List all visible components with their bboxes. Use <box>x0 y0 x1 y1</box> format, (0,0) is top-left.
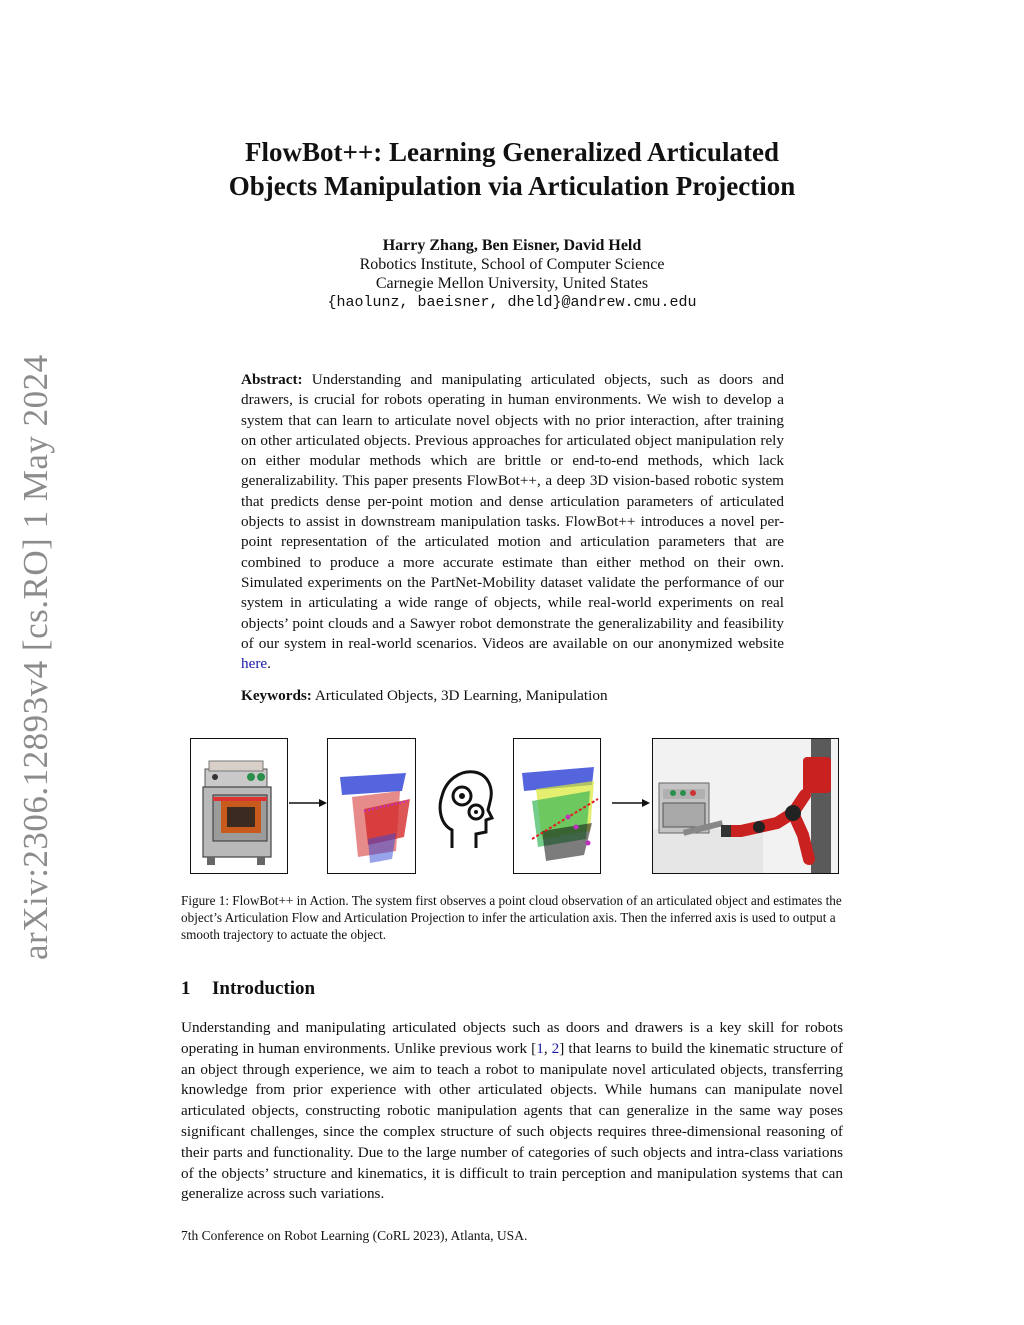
citation-separator: , <box>543 1039 552 1057</box>
arrow-icon <box>289 798 327 808</box>
paper-title <box>150 135 874 203</box>
intro-text-part-2: ] that learns to build the kinematic structure of an object through experience, we aim to teach a robot to manipulate novel articulated objects, transferring knowledge from prior experience with other articulated objects. While humans can manipulate novel articulated objects, constructing robotic manipulation agents that can generalize in the same way poses significant challenges, since the complex structure of such objects requires three-dimensional reasoning of their parts and functionality. Due to the large number of categories of such objects and intra-class variations of the objects’ structure and kinematics, it is difficult to train perception and manipulation systems that can generalize across such variations. <box>181 1039 843 1203</box>
keywords-text: Articulated Objects, 3D Learning, Manipulation <box>314 687 608 704</box>
point-cloud-panel <box>327 738 416 874</box>
abstract-text: Understanding and manipulating articulated objects, such as doors and drawers, is crucial for robots operating in human environments. We wish to develop a system that can learn to articulate novel objects with no prior interaction, after training on other articulated objects. Previous approaches for articulated object manipulation rely on either modular methods which are brittle or end-to-end methods, which lack generalizability. This paper presents FlowBot++, a deep 3D vision-based robotic system that predicts dense per-point motion and dense articulation parameters of articulated objects to assist in downstream manipulation tasks. FlowBot++ introduces a novel per-point representation of the articulated motion and articulation parameters that are combined to produce a more accurate estimate than either method on their own. Simulated experiments on the PartNet-Mobility dataset validate the performance of our system in articulating a wide range of objects, while real-world experiments on real objects’ point clouds and a Sawyer robot demonstrate the generalizability and feasibility of our system in real-world scenarios. Videos are available on our anonymized website <box>241 371 785 652</box>
arxiv-identifier: arXiv:2306.12893v4 [cs.RO] 1 May 2024 <box>16 354 55 960</box>
affiliation-line-1: Robotics Institute, School of Computer Science <box>359 256 665 273</box>
robot-photo-panel <box>652 738 839 874</box>
conference-footnote: 7th Conference on Robot Learning (CoRL 2023), Atlanta, USA. <box>181 1228 528 1243</box>
author-emails: {haolunz, baeisner, dheld}@andrew.cmu.edu <box>327 294 697 311</box>
abstract-label: Abstract: <box>241 371 303 388</box>
keywords-label: Keywords: <box>241 687 312 704</box>
figure-1 <box>188 736 840 874</box>
figure-1-caption: Figure 1: FlowBot++ in Action. The system first observes a point cloud observation of an articulated object and estimates the object’s Articulation Flow and Articulation Projection to infer the articulation axis. Then the inferred axis is used to output a smooth trajectory to actuate the object. <box>181 893 842 942</box>
title-line-1: FlowBot++: Learning Generalized Articulated <box>245 137 779 167</box>
articulation-flow-image <box>514 739 600 873</box>
keywords <box>241 686 801 706</box>
author-names: Harry Zhang, Ben Eisner, David Held <box>382 237 642 254</box>
intro-text-part-1: Understanding and manipulating articulated objects such as doors and drawers is a key skill for robots operating in human environments. Unlike previous work [ <box>181 1019 843 1057</box>
introduction-paragraph <box>181 1018 843 1205</box>
robot-photo-image <box>653 739 838 873</box>
title-line-2: Objects Manipulation via Articulation Projection <box>228 171 796 201</box>
point-cloud-image <box>328 739 415 873</box>
citation-link-2[interactable]: 2 <box>551 1039 560 1057</box>
articulation-flow-panel <box>513 738 601 874</box>
brain-gear-icon <box>432 738 494 872</box>
citation-link-1[interactable]: 1 <box>536 1039 544 1057</box>
oven-photo-panel <box>190 738 288 874</box>
section-heading-introduction <box>181 978 315 1000</box>
neural-network-icon-panel <box>432 738 494 872</box>
abstract-end: . <box>267 655 271 673</box>
author-block <box>150 236 874 312</box>
oven-photo-image <box>191 739 287 873</box>
section-title: Introduction <box>212 978 316 999</box>
arrow-icon <box>612 798 650 808</box>
affiliation-line-2: Carnegie Mellon University, United States <box>375 275 649 292</box>
website-link[interactable]: here <box>241 655 268 673</box>
section-number: 1 <box>181 978 191 999</box>
abstract <box>241 370 784 674</box>
